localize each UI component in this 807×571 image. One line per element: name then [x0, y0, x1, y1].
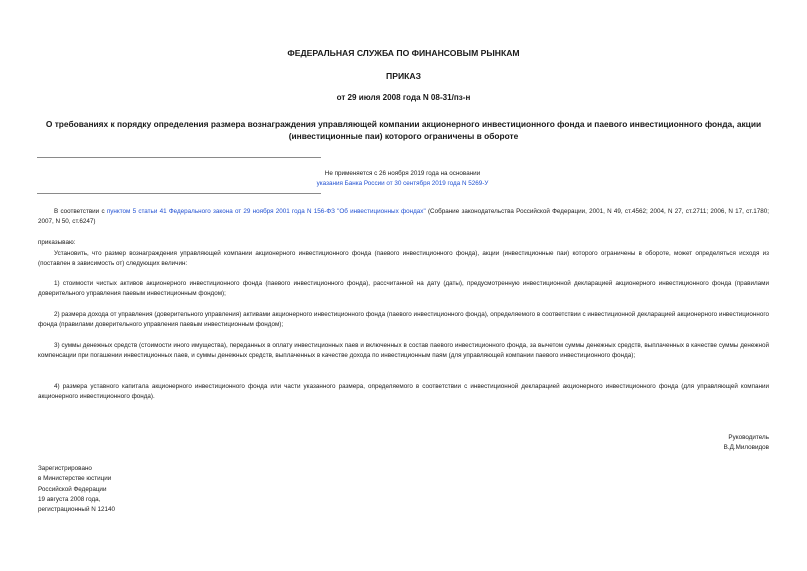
signature-role: Руководитель — [728, 434, 769, 441]
registration-line: 19 августа 2008 года, — [38, 495, 101, 503]
status-note — [290, 169, 515, 189]
registration-line: Российской Федерации — [38, 485, 107, 493]
item-2-paragraph: 2) размера дохода от управления (доверительного управления) активами акционерного инвестиционного фонда (паевого инвестиционного фонда), определяемого в соответствии с инвестиционной декларацией акционерного инвестиционного фонда (правилами доверительного управления паевым инвестиционным фондом); — [38, 311, 769, 329]
status-note-text: Не применяется с 26 ноября 2019 года на основании — [324, 170, 481, 177]
document-title: О требованиях к порядку определения размера вознаграждения управляющей компании акционерного инвестиционного фонда и паевого инвестиционного фонда, акции (инвестиционные паи) которого ограничены в обороте — [45, 119, 762, 141]
signature-block — [724, 433, 769, 454]
divider-top — [37, 157, 321, 158]
doc-type-heading: ПРИКАЗ — [386, 71, 421, 81]
agency-heading: ФЕДЕРАЛЬНАЯ СЛУЖБА ПО ФИНАНСОВЫМ РЫНКАМ — [287, 48, 520, 58]
divider-bottom — [37, 193, 321, 194]
intro-paragraph — [38, 207, 769, 228]
signature-name: В.Д.Миловидов — [723, 444, 769, 452]
item-4-paragraph: 4) размера уставного капитала акционерного инвестиционного фонда или части указанного размера, определяемого в соответствии с инвестиционной декларацией акционерного инвестиционного фонда (для управляющей компании акционерного инвестиционного фонда). — [38, 383, 769, 401]
item-1-paragraph: 1) стоимости чистых активов акционерного инвестиционного фонда (паевого инвестиционного фонда), рассчитанной на дату (даты), предусмотренную инвестиционной декларацией акционерного инвестиционного фонда (правилами доверительного управления паевым инвестиционным фондом); — [38, 280, 769, 298]
date-number-heading: от 29 июля 2008 года N 08-31/пз-н — [336, 93, 471, 102]
establish-paragraph: Установить, что размер вознаграждения управляющей компании акционерного инвестиционного фонда (паевого инвестиционного фонда), акции (инвестиционные паи) которого ограничены в обороте, может определяться исходя из (поставлен в зависимость от) следующих величин: — [38, 250, 769, 268]
registration-block — [38, 464, 115, 515]
item-3-paragraph: 3) суммы денежных средств (стоимости иного имущества), переданных в оплату инвестиционных паев и включенных в состав паевого инвестиционного фонда, за вычетом суммы денежных средств, выплаченных в качестве суммы денежной компенсации при погашении инвестиционных паев, и суммы денежных средств, выплаченных в качестве дохода по инвестиционным паям (для управляющей компании паевого инвестиционного фонда); — [38, 342, 769, 360]
registration-line: в Министерстве юстиции — [38, 475, 112, 483]
federal-law-link[interactable]: пунктом 5 статьи 41 Федерального закона от 29 ноября 2001 года N 156-ФЗ "Об инвестиционных фондах" — [106, 208, 426, 215]
intro-suffix: (Собрание законодательства Российской Федерации, 2001, N 49, ст.4562; 2004, N 27, ст.2711; 2006, N 17, ст.1780; 2007, N 50, ст.6247) — [38, 208, 770, 226]
registration-line: регистрационный N 12140 — [38, 506, 116, 514]
order-word: приказываю: — [38, 239, 76, 246]
registration-line: Зарегистрировано — [38, 465, 92, 472]
intro-prefix: В соответствии с — [54, 208, 107, 215]
status-note-link[interactable]: указания Банка России от 30 сентября 2019 года N 5269-У — [316, 180, 489, 187]
